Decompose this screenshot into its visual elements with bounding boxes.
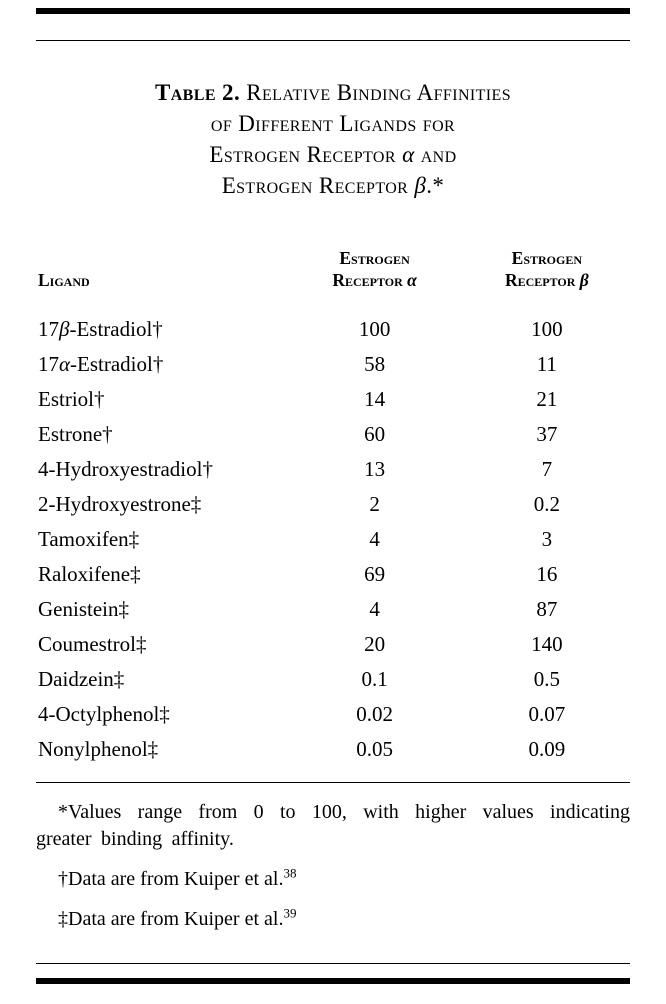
- ligand-cell: 4-Hydroxyestradiol†: [38, 457, 213, 481]
- receptor-beta-value: 0.2: [533, 492, 560, 516]
- table-title-line: [36, 77, 630, 108]
- footnote-text: *Values range from 0 to 100, with higher values indicating greater binding affinity.: [36, 801, 630, 850]
- receptor-beta-value: 7: [541, 457, 553, 481]
- column-header-line: Receptor β: [504, 270, 589, 290]
- table-title-text: Relative Binding Affinities: [246, 80, 512, 105]
- table-row: [36, 732, 630, 774]
- table-row: [36, 627, 630, 662]
- table-row: [36, 347, 630, 382]
- table-row: [36, 557, 630, 592]
- receptor-beta-value: 0.07: [528, 702, 566, 726]
- ligand-cell: Tamoxifen‡: [38, 527, 140, 551]
- receptor-beta-value: 3: [541, 527, 553, 551]
- table-row: [36, 697, 630, 732]
- receptor-beta-value: 140: [531, 632, 563, 656]
- footnote-text: †Data are from Kuiper et al.: [58, 868, 284, 890]
- receptor-beta-value: 0.09: [528, 737, 566, 761]
- footnote-citation-number: 38: [283, 865, 297, 881]
- header-row: [36, 247, 630, 303]
- ligand-cell: Daidzein‡: [38, 667, 125, 691]
- footnote-text: ‡Data are from Kuiper et al.: [58, 908, 284, 930]
- column-header-ligand: Ligand: [38, 270, 90, 290]
- footnote: [36, 906, 630, 933]
- receptor-beta-value: 0.5: [533, 667, 560, 691]
- column-header-line: Receptor α: [332, 270, 417, 290]
- receptor-alpha-value: 60: [364, 422, 386, 446]
- receptor-alpha-value: 13: [364, 457, 386, 481]
- table-title-line: Estrogen Receptor α and: [209, 142, 457, 167]
- column-header-receptor-alpha: [285, 247, 463, 303]
- receptor-beta-value: 16: [536, 562, 558, 586]
- ligand-cell: Raloxifene‡: [38, 562, 141, 586]
- ligand-cell: 4-Octylphenol‡: [38, 702, 170, 726]
- receptor-alpha-value: 14: [364, 387, 386, 411]
- ligand-cell: 17α-Estradiol†: [38, 352, 164, 376]
- ligand-cell: Coumestrol‡: [38, 632, 147, 656]
- receptor-alpha-value: 20: [364, 632, 386, 656]
- binding-affinity-table: [36, 247, 630, 774]
- receptor-beta-value: 37: [536, 422, 558, 446]
- table-row: [36, 522, 630, 557]
- table-body: [36, 303, 630, 774]
- receptor-alpha-value: 0.1: [361, 667, 388, 691]
- column-header-line: Estrogen: [511, 248, 582, 268]
- ligand-cell: Estriol†: [38, 387, 105, 411]
- receptor-alpha-value: 4: [369, 597, 380, 621]
- receptor-alpha-value: 69: [364, 562, 386, 586]
- column-header-receptor-beta: [464, 247, 630, 303]
- table-row: [36, 662, 630, 697]
- bottom-light-rule: [36, 963, 630, 964]
- table-number-label: Table 2.: [154, 80, 241, 105]
- table-bottom-rule: [36, 782, 630, 783]
- top-heavy-rule: [36, 8, 630, 14]
- receptor-alpha-value: 58: [364, 352, 386, 376]
- table-row: [36, 382, 630, 417]
- table-title: [36, 77, 630, 201]
- receptor-alpha-value: 2: [369, 492, 380, 516]
- receptor-alpha-value: 0.05: [356, 737, 393, 761]
- bottom-heavy-rule: [36, 978, 630, 984]
- receptor-beta-value: 11: [536, 352, 557, 376]
- footnote-citation-number: 39: [283, 905, 297, 921]
- column-header-line: Estrogen: [339, 248, 410, 268]
- table-row: [36, 303, 630, 347]
- footnote: [36, 799, 630, 853]
- ligand-cell: Genistein‡: [38, 597, 129, 621]
- receptor-beta-value: 87: [536, 597, 558, 621]
- receptor-alpha-value: 0.02: [356, 702, 393, 726]
- table-row: [36, 487, 630, 522]
- ligand-cell: Estrone†: [38, 422, 113, 446]
- table-row: [36, 452, 630, 487]
- ligand-cell: 2-Hydroxyestrone‡: [38, 492, 202, 516]
- table-title-line: of Different Ligands for: [210, 111, 456, 136]
- top-light-rule: [36, 40, 630, 41]
- table-row: [36, 417, 630, 452]
- receptor-beta-value: 100: [531, 317, 563, 341]
- receptor-beta-value: 21: [536, 387, 558, 411]
- footnote: [36, 866, 630, 893]
- table-row: [36, 592, 630, 627]
- receptor-alpha-value: 4: [369, 527, 380, 551]
- footnotes: [36, 799, 630, 933]
- table-title-line: Estrogen Receptor β.*: [221, 173, 445, 198]
- receptor-alpha-value: 100: [358, 317, 391, 341]
- ligand-cell: 17β-Estradiol†: [38, 317, 163, 341]
- ligand-cell: Nonylphenol‡: [38, 737, 159, 761]
